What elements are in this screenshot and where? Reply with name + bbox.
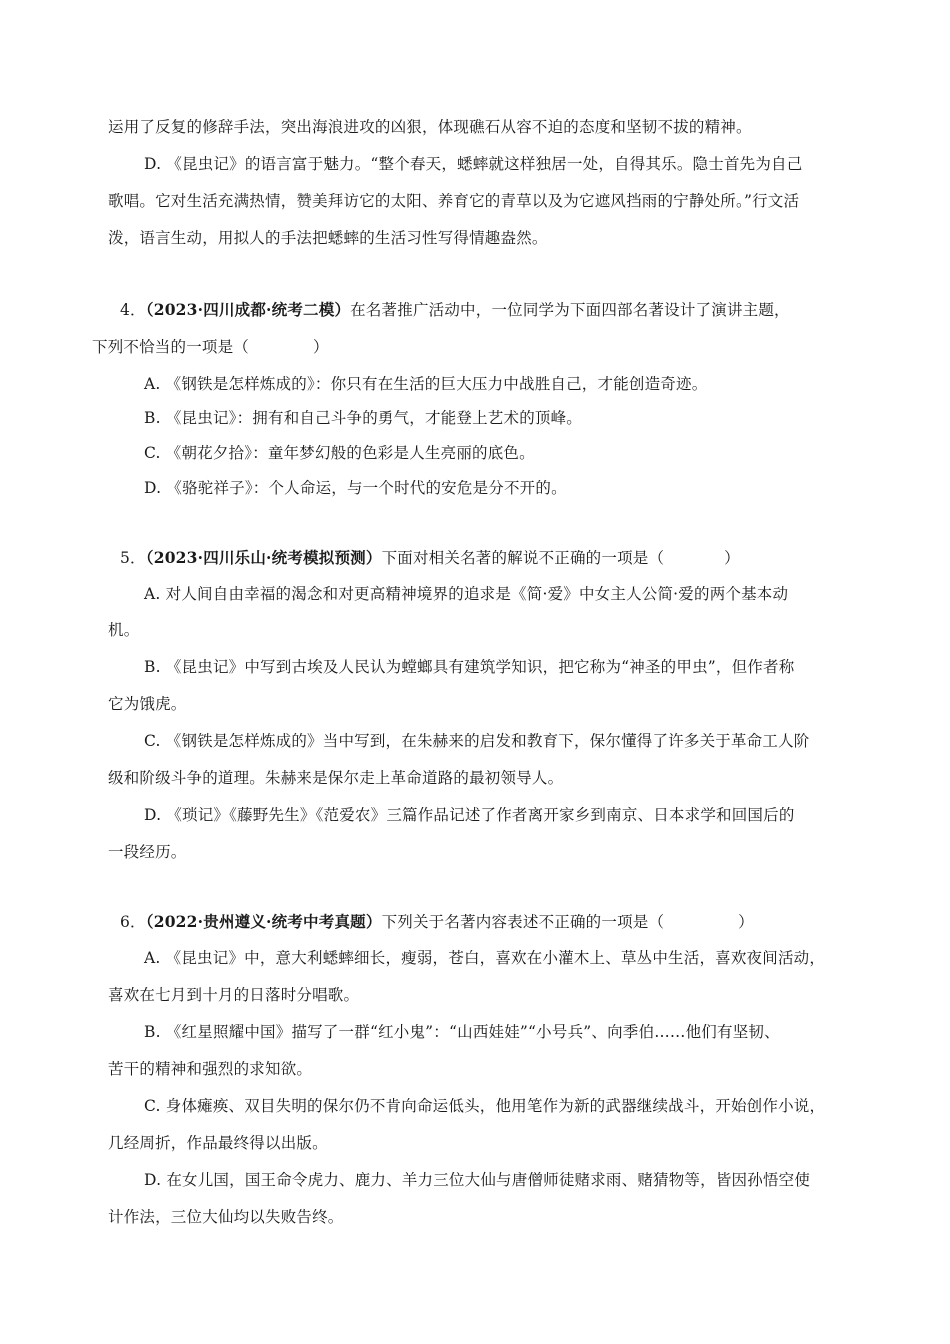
question-6-stem [120, 912, 754, 932]
option-d-line: 歌唱。它对生活充满热情，赞美拜访它的太阳、养育它的青草以及为它遮风挡雨的宁静处所。”行文活 [108, 192, 800, 210]
question-5-stem [120, 548, 740, 568]
option-c: C. 《钢铁是怎样炼成的》当中写到，在朱赫来的启发和教育下，保尔懂得了许多关于革命工人阶 [144, 732, 810, 750]
question-source: （2023·四川乐山·统考模拟预测） [145, 548, 382, 567]
option-d-cont: 计作法，三位大仙均以失败告终。 [108, 1208, 344, 1226]
option-b: B. 《昆虫记》中写到古埃及人民认为螳螂具有建筑学知识，把它称为“神圣的甲虫”，但作者称 [144, 658, 795, 676]
option-b: B. 《红星照耀中国》描写了一群“红小鬼”：“山西娃娃”“小号兵”、向季伯……他们有坚韧、 [144, 1023, 780, 1041]
answer-close-paren: ） [724, 549, 740, 567]
option-d: D. 《琐记》《藤野先生》《范爱农》三篇作品记述了作者离开家乡到南京、日本求学和回国后的 [144, 806, 795, 824]
option-a: A. 《钢铁是怎样炼成的》：你只有在生活的巨大压力中战胜自己，才能创造奇迹。 [144, 375, 708, 393]
option-c-cont: 几经周折，作品最终得以出版。 [108, 1134, 328, 1152]
continuation-line: 运用了反复的修辞手法，突出海浪进攻的凶狠，体现礁石从容不迫的态度和坚韧不拔的精神。 [108, 118, 752, 136]
question-stem: 下列不恰当的一项是（ [92, 338, 250, 356]
option-d: D. 《骆驼祥子》：个人命运，与一个时代的安危是分不开的。 [144, 479, 567, 497]
option-c: C. 身体瘫痪、双目失明的保尔仍不肯向命运低头，他用笔作为新的武器继续战斗，开始创作小说， [144, 1097, 826, 1115]
option-a-cont: 机。 [108, 621, 140, 639]
question-source: （2023·四川成都·统考二模） [145, 300, 351, 319]
option-d-line: D. 《昆虫记》的语言富于魅力。“整个春天，蟋蟀就这样独居一处，自得其乐。隐士首先为自己 [144, 155, 803, 173]
option-d: D. 在女儿国，国王命令虎力、鹿力、羊力三位大仙与唐僧师徒赌求雨、赌猜物等，皆因孙悟空使 [144, 1171, 811, 1189]
option-c-cont: 级和阶级斗争的道理。朱赫来是保尔走上革命道路的最初领导人。 [108, 769, 564, 787]
question-number: 6． [120, 913, 146, 931]
option-a-cont: 喜欢在七月到十月的日落时分唱歌。 [108, 986, 360, 1004]
option-d-cont: 一段经历。 [108, 843, 187, 861]
option-a: A. 《昆虫记》中，意大利蟋蟀细长，瘦弱，苍白，喜欢在小灌木上、草丛中生活，喜欢夜间活动， [144, 949, 826, 967]
option-b: B. 《昆虫记》：拥有和自己斗争的勇气，才能登上艺术的顶峰。 [144, 409, 582, 427]
question-number: 5． [120, 549, 146, 567]
question-source: （2022·贵州遵义·统考中考真题） [145, 912, 382, 931]
question-stem: 下面对相关名著的解说不正确的一项是（ [381, 549, 665, 567]
option-a: A. 对人间自由幸福的渴念和对更高精神境界的追求是《简·爱》中女主人公简·爱的两个基本动 [144, 585, 789, 603]
answer-close-paren: ） [313, 338, 329, 356]
answer-close-paren: ） [738, 913, 754, 931]
option-b-cont: 它为饿虎。 [108, 695, 187, 713]
question-number: 4． [120, 301, 146, 319]
question-stem: 下列关于名著内容表述不正确的一项是（ [381, 913, 665, 931]
option-c: C. 《朝花夕拾》：童年梦幻般的色彩是人生亮丽的底色。 [144, 444, 535, 462]
option-d-line: 泼，语言生动，用拟人的手法把蟋蟀的生活习性写得情趣盎然。 [108, 229, 548, 247]
question-4-stem-line2 [92, 337, 329, 357]
question-stem: 在名著推广活动中，一位同学为下面四部名著设计了演讲主题， [350, 301, 790, 319]
option-b-cont: 苦干的精神和强烈的求知欲。 [108, 1060, 313, 1078]
question-4-stem [120, 300, 790, 320]
